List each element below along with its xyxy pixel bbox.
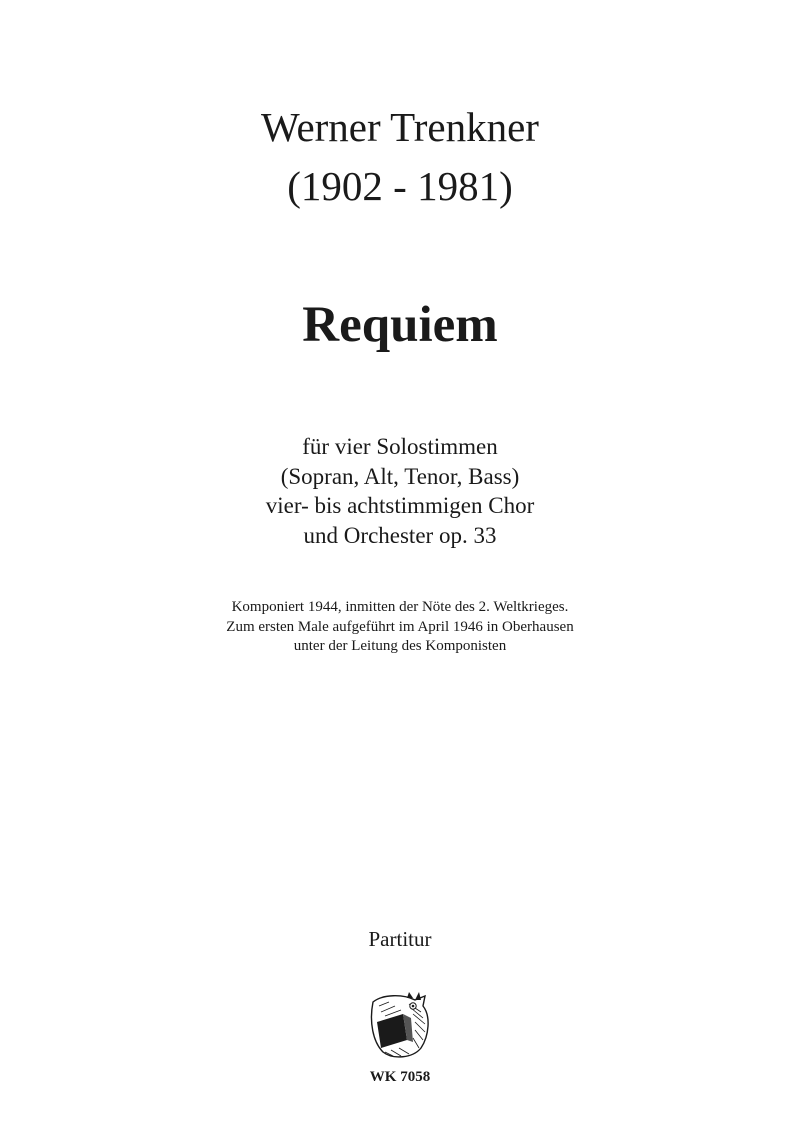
note-line: Zum ersten Male aufgeführt im April 1946 in Oberhausen: [226, 618, 574, 635]
composer-dates: (1902 - 1981): [287, 163, 513, 209]
scoring-line: für vier Solostimmen: [302, 434, 498, 459]
composer-name: Werner Trenkner: [261, 104, 539, 150]
note-line: unter der Leitung des Komponisten: [293, 638, 507, 654]
edition-type: Partitur: [368, 927, 432, 951]
scoring-line: und Orchester op. 33: [303, 522, 497, 548]
note-line: Komponiert 1944, inmitten der Nöte des 2. Weltkrieges.: [231, 599, 569, 615]
scoring-line: vier- bis achtstimmigen Chor: [265, 493, 535, 518]
scoring-line: (Sopran, Alt, Tenor, Bass): [280, 463, 520, 489]
owl-publisher-logo-icon: [363, 992, 437, 1064]
composition-notes: [0, 598, 800, 657]
catalog-number: WK 7058: [369, 1069, 431, 1085]
work-title: Requiem: [302, 297, 498, 353]
scoring-block: [0, 432, 800, 550]
